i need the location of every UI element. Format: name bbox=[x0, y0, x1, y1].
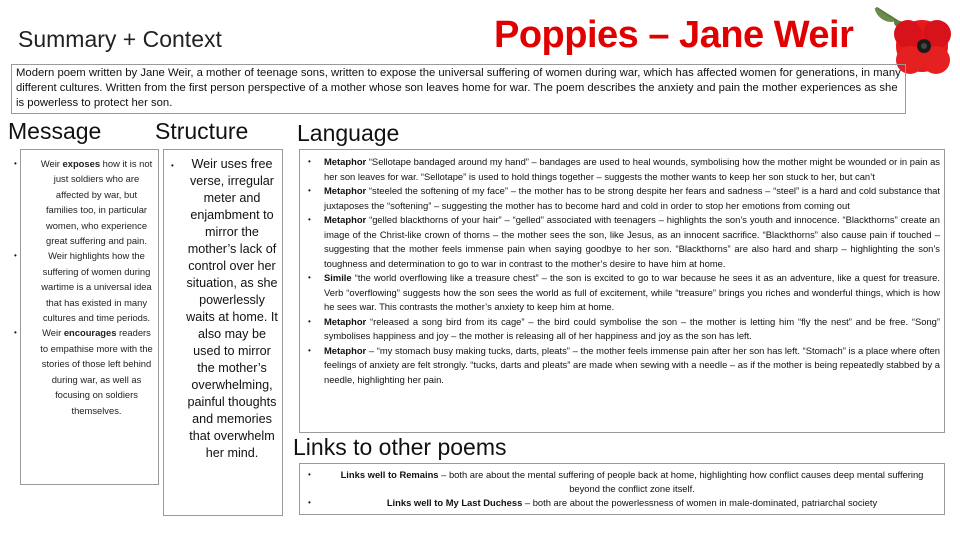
links-box bbox=[299, 463, 945, 515]
language-item: • Simile “the world overflowing like a treasure chest” – the son is excited to go to war because he sees it as an adventure, like a quest for treasure. Verb “overflowing” suggests how the son sees the world as full of excitement, while “treasure” brings you riches and wonderful things, which is how he sees war. This contrasts the mother’s anxiety to keep him at home. bbox=[302, 271, 940, 315]
language-item: • Metaphor – “my stomach busy making tucks, darts, pleats” – the mother feels immense pain after her son has left. “Stomach” is a place where often feelings of anxiety are felt strongly. “tucks, darts and pleats” are made when sewing with a needle – as if the mother is being repeatedly stabbed by a needle, highlighting her pain. bbox=[302, 344, 940, 388]
language-item: • Metaphor “released a song bird from its cage” – the bird could symbolise the son – the mother is letting him “fly the nest” and be free. “Song” symbolises happiness and joy – the mother is releasing all of her happiness and joy as the son has left. bbox=[302, 315, 940, 344]
structure-box bbox=[163, 149, 283, 516]
language-box bbox=[299, 149, 945, 433]
links-item: • Links well to Remains – both are about the mental suffering of people back at home, highlighting how conflict causes deep mental suffering beyond the conflict zone itself. bbox=[302, 468, 940, 496]
structure-heading: Structure bbox=[155, 118, 249, 144]
summary-heading: Summary + Context bbox=[18, 26, 222, 52]
language-heading: Language bbox=[297, 120, 400, 146]
message-item: • Weir highlights how the suffering of women during wartime is a universal idea that has existed in many cultures and time periods. bbox=[23, 248, 154, 325]
language-item: • Metaphor “steeled the softening of my face” – the mother has to be strong despite her fears and sadness – “steel” is a hard and cold substance that juxtaposes the “softening” – suggesting the mother has to become hard and cold in order to stop her emotions from coming out bbox=[302, 184, 940, 213]
structure-item: • Weir uses free verse, irregular meter and enjambment to mirror the mother’s lack of control over her situation, as she powerlessly waits at home. It also may be used to mirror the mother’s overwhelming, painful thoughts and memories that overwhelm her mind. bbox=[166, 156, 280, 462]
message-box bbox=[20, 149, 159, 485]
language-item: • Metaphor “Sellotape bandaged around my hand” – bandages are used to heal wounds, symbolising how the mother might be wounded or in pain as her son leaves for war. “Sellotape” is used to hold things together – suggests the mother wants to keep her son stuck to her, but can’t bbox=[302, 155, 940, 184]
message-heading: Message bbox=[8, 118, 102, 144]
links-item: • Links well to My Last Duchess – both are about the powerlessness of women in male-dominated, patriarchal society bbox=[302, 496, 940, 510]
language-item: • Metaphor “gelled blackthorns of your hair” – “gelled” associated with teenagers – highlights the son’s youth and innocence. “Blackthorns” create an image of the Christ-like crown of thorns – the mother sees the son, like Jesus, as an innocent sacrifice. “Blackthorns” also cause pain if touched – suggesting that the mother feels immense pain when saying goodbye to her son. “Blackthorns” are also hard and sharp – highlighting the son’s toughness and determination to go to war in contrast to the mother’s desire to have him at home. bbox=[302, 213, 940, 271]
message-item: • Weir encourages readers to empathise more with the stories of those left behind during war, as well as focusing on soldiers themselves. bbox=[23, 325, 154, 417]
message-item: • Weir exposes how it is not just soldiers who are affected by war, but families too, in particular women, who experience great suffering and pain. bbox=[23, 156, 154, 248]
page-title: Poppies – Jane Weir bbox=[494, 14, 854, 56]
links-heading: Links to other poems bbox=[293, 434, 507, 460]
context-box bbox=[11, 64, 906, 114]
context-text: Modern poem written by Jane Weir, a mother of teenage sons, written to expose the universal suffering of women during war, which has affected women for generations, in many different cultures. Written from the first person perspective of a mother whose son leaves home for war. The poem describes the anxiety and pain the mother experiences as she is powerless to protect her son. bbox=[16, 67, 901, 109]
